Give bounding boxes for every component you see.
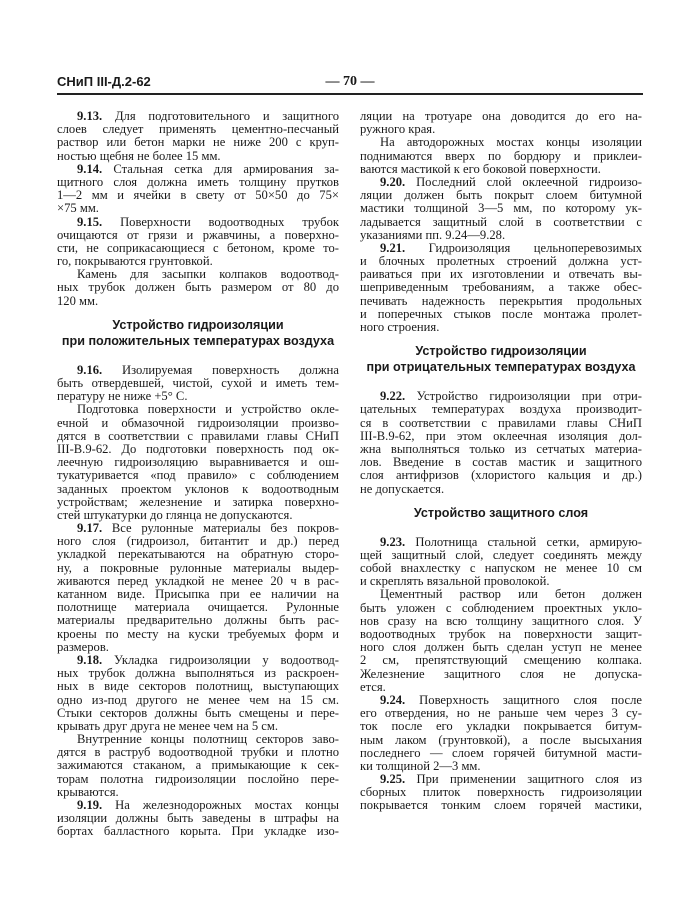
text-line: На автодорожных мостах концы изоляции bbox=[380, 136, 642, 150]
paragraph bbox=[360, 588, 642, 694]
text-line: ваются мастикой к его боковой поверхности. bbox=[360, 162, 601, 176]
clause-text: Для подготовительного и защитного bbox=[114, 110, 339, 123]
text-line bbox=[57, 216, 339, 229]
text-line bbox=[57, 654, 339, 667]
clause-paragraph bbox=[360, 694, 642, 773]
clause-number: 9.24. bbox=[380, 693, 406, 707]
text-line: крывать друг друга не менее чем на 5 см. bbox=[57, 719, 278, 733]
clause-paragraph bbox=[57, 216, 339, 269]
clause-text: Стальная сетка для армирования за- bbox=[113, 162, 339, 176]
text-line: ных трубок должна выполняться из раскроен- bbox=[57, 667, 339, 681]
text-line: Внутренние концы полотнищ секторов заво- bbox=[77, 733, 339, 747]
clause-number: 9.19. bbox=[77, 799, 103, 812]
text-line bbox=[360, 390, 642, 403]
text-line: го, покрываются грунтовкой. bbox=[57, 255, 213, 269]
text-line: не допускается. bbox=[360, 482, 445, 496]
text-line: III-В.9-62, при этом оклеечная изоляция дол- bbox=[360, 429, 642, 443]
text-line: тукатуривается «под правило» с соблюдением bbox=[57, 469, 339, 483]
text-line: быть уложен с соблюдением проектных укло- bbox=[360, 601, 642, 615]
text-line: ным лаком (грунтовкой), а после высыхания bbox=[360, 733, 642, 747]
clause-number: 9.14. bbox=[77, 162, 103, 176]
text-line: дятся в соответствии с правилами главы СНиП bbox=[57, 429, 339, 443]
text-line: слоев следует применять цементно-песчаный bbox=[57, 123, 339, 137]
clause-paragraph bbox=[360, 390, 642, 496]
clause-text: Последний слой оклеечной гидроизо- bbox=[416, 175, 642, 189]
clause-text: На железнодорожных мостах концы bbox=[115, 799, 339, 812]
heading-line: при положительных температурах воздуха bbox=[61, 333, 335, 348]
text-line: ного слоя (гидроизол, битантит и др.) перед bbox=[57, 535, 339, 549]
clause-paragraph bbox=[57, 163, 339, 216]
text-line: ечной и обмазочной гидроизоляции произво- bbox=[57, 416, 339, 430]
text-line bbox=[360, 694, 642, 707]
text-line: жна выполняться только из сетчатых материа- bbox=[360, 442, 642, 456]
clause-text: Поверхности водоотводных трубок bbox=[120, 215, 339, 229]
clause-number: 9.15. bbox=[77, 215, 103, 229]
text-line: и скреплять вязальной проволокой. bbox=[360, 575, 550, 589]
clause-paragraph bbox=[360, 242, 642, 334]
clause-paragraph bbox=[57, 364, 339, 404]
heading-line: Устройство защитного слоя bbox=[413, 505, 589, 520]
clause-paragraph bbox=[57, 522, 339, 654]
text-line: 2 см, препятствующий смещению колпака. bbox=[360, 654, 642, 668]
heading-line: Устройство гидроизоляции bbox=[415, 344, 587, 359]
text-line: заданных проектом уклонов к водоотводным bbox=[57, 482, 339, 496]
text-line: сборных плиток поверхность гидроизоляции bbox=[360, 786, 642, 800]
text-line bbox=[57, 364, 339, 377]
text-line: слоя антифризов (хлористого кальция и др.) bbox=[360, 469, 642, 483]
text-line bbox=[57, 163, 339, 176]
text-line: покрывается тонким слоем горячей мастики, bbox=[360, 799, 642, 813]
text-line: шеприведенным требованиям, а также обес- bbox=[360, 281, 642, 295]
text-line: ну, а покровные рулонные материалы выдер- bbox=[57, 561, 339, 575]
text-line: ностью щебня не более 15 мм. bbox=[57, 149, 221, 163]
clause-number: 9.13. bbox=[77, 110, 103, 123]
text-line: ладывается защитный слой в соответствии с bbox=[360, 215, 642, 229]
text-line: устройствам; железнение и затирка поверхно- bbox=[57, 495, 339, 509]
text-line: его отвердения, но не раньше чем через 3 су- bbox=[360, 707, 642, 721]
right-column bbox=[360, 110, 642, 813]
text-line: поднимаются вверх по бордюру и приклеи- bbox=[360, 149, 642, 163]
text-line: полотнище материала очищается. Рулонные bbox=[57, 601, 339, 615]
text-line: III-В.9-62. До подготовки поверхность под ок- bbox=[57, 442, 339, 456]
text-line: 120 мм. bbox=[57, 294, 99, 308]
text-line: печивать надежность перекрытия продольных bbox=[360, 294, 642, 308]
paragraph bbox=[360, 110, 642, 136]
text-line: крываются. bbox=[57, 785, 119, 799]
text-line: ки толщиной 2—3 мм. bbox=[360, 759, 481, 773]
text-line: торам полотна гидроизоляции послойно пере- bbox=[57, 772, 339, 786]
clause-text: Гидроизоляция цельноперевозимых bbox=[428, 241, 642, 255]
clause-text: Полотнища стальной сетки, армирую- bbox=[415, 535, 642, 549]
text-line: Подготовка поверхности и устройство окле- bbox=[77, 403, 339, 417]
text-line: раствор или бетон марки не ниже 200 с круп- bbox=[57, 136, 339, 150]
paragraph bbox=[57, 268, 339, 308]
text-line: собой внахлестку с напуском не менее 10 см bbox=[360, 562, 642, 576]
clause-paragraph bbox=[57, 799, 339, 839]
text-line bbox=[57, 110, 339, 123]
text-line: Камень для засыпки колпаков водоотвод- bbox=[77, 268, 339, 282]
clause-number: 9.21. bbox=[380, 241, 406, 255]
text-line: цательных температурах воздуха производит- bbox=[360, 403, 642, 417]
section-heading bbox=[360, 343, 642, 375]
text-line: быть отвердевшей, чистой, сухой и иметь тем- bbox=[57, 377, 339, 390]
clause-text: Все рулонные материалы без покров- bbox=[111, 522, 339, 536]
text-line: одно из-под другого не менее чем на 15 см. bbox=[57, 693, 339, 707]
clause-paragraph bbox=[360, 176, 642, 242]
text-line: леечную гидроизоляцию выравнивается и ош- bbox=[57, 456, 339, 470]
text-line: раиваться при их изготовлении и отвечать вы- bbox=[360, 268, 642, 282]
header-rule bbox=[57, 93, 643, 95]
text-line: водоотводных трубок на поверхности защит- bbox=[360, 628, 642, 641]
clause-paragraph bbox=[360, 773, 642, 813]
heading-line: при отрицательных температурах воздуха bbox=[366, 360, 636, 375]
clause-number: 9.25. bbox=[380, 773, 406, 787]
text-line: последнего — слоем горячей битумной масти- bbox=[360, 746, 642, 760]
text-line: ляции на тротуаре она доводится до его на- bbox=[360, 110, 642, 123]
text-line: кроены по месту на куски требуемых форм и bbox=[57, 627, 339, 641]
text-line: ется. bbox=[360, 680, 386, 694]
paragraph bbox=[57, 733, 339, 799]
text-line: ляции должен быть покрыт слоем битумной bbox=[360, 189, 642, 203]
text-line bbox=[360, 176, 642, 189]
clause-text: Укладка гидроизоляции у водоотвод- bbox=[114, 653, 339, 667]
text-line: ных в виде секторов полотнищ, выступающих bbox=[57, 680, 339, 694]
text-line: щитного слоя должна иметь толщину прутков bbox=[57, 175, 339, 189]
text-line: размеров. bbox=[57, 640, 109, 654]
text-line: указаниями пп. 9.24—9.28. bbox=[360, 228, 506, 242]
section-heading bbox=[360, 505, 642, 521]
text-line: укладкой перекатываются на обратную сторо- bbox=[57, 548, 339, 562]
text-line: очищаются от грязи и ржавчины, а поверхно- bbox=[57, 228, 339, 242]
clause-number: 9.16. bbox=[77, 363, 103, 377]
clause-number: 9.17. bbox=[77, 522, 103, 536]
text-line: пературу не ниже +5° С. bbox=[57, 390, 188, 404]
clause-paragraph bbox=[57, 654, 339, 733]
text-line: 1—2 мм и ячейки в свету от 50×50 до 75× bbox=[57, 189, 339, 203]
paragraph bbox=[57, 403, 339, 522]
text-line: живаются перед укладкой не менее 20 ч в рас- bbox=[57, 574, 339, 588]
clause-text: При применении защитного слоя из bbox=[416, 773, 642, 787]
section-heading bbox=[57, 317, 339, 349]
text-line bbox=[360, 773, 642, 786]
clause-text: Поверхность защитного слоя после bbox=[419, 693, 642, 707]
text-line: материалы предварительно должны быть рас- bbox=[57, 614, 339, 628]
clause-text: Устройство гидроизоляции при отри- bbox=[416, 390, 642, 404]
clause-paragraph bbox=[57, 110, 339, 163]
clause-number: 9.18. bbox=[77, 653, 103, 667]
text-line: Цементный раствор или бетон должен bbox=[380, 588, 642, 602]
text-line bbox=[57, 799, 339, 812]
text-line: ного строения. bbox=[360, 321, 440, 334]
text-line: стей штукатурки до глянца не допускаются. bbox=[57, 508, 293, 522]
text-line: катанном виде. Присыпка при ее наличии на bbox=[57, 588, 339, 601]
text-line: ных трубок должен быть размером от 80 до bbox=[57, 281, 339, 295]
text-line: сти, не соприкасающиеся с бетоном, кроме то- bbox=[57, 241, 339, 255]
clause-paragraph bbox=[360, 536, 642, 589]
text-line bbox=[360, 242, 642, 255]
text-line: изоляции должны быть заведены в штрафы на bbox=[57, 812, 339, 826]
text-line: щей защитный слой, следует соединять между bbox=[360, 548, 642, 562]
clause-number: 9.22. bbox=[380, 390, 406, 404]
text-line: ток после его укладки покрывается битум- bbox=[360, 720, 642, 734]
text-line: ружного края. bbox=[360, 123, 436, 137]
heading-line: Устройство гидроизоляции bbox=[112, 317, 284, 332]
text-line: мастики толщиной 3—5 мм, по которому ук- bbox=[360, 202, 642, 216]
document-code: СНиП III-Д.2-62 bbox=[57, 74, 151, 89]
text-line: Стыки секторов должны быть смещены и пере- bbox=[57, 706, 339, 720]
page-number: — 70 — bbox=[325, 74, 375, 89]
text-line: нов сразу на всю толщину защитного слоя. У bbox=[360, 614, 642, 628]
text-line: ного слоя должен быть сделан уступ не менее bbox=[360, 641, 642, 655]
left-column bbox=[57, 110, 339, 839]
text-line bbox=[57, 522, 339, 535]
clause-number: 9.23. bbox=[380, 535, 406, 549]
text-line: и блочных пролетных строений должна уст- bbox=[360, 255, 642, 269]
text-line: дятся в раструб водоотводной трубки и плотно bbox=[57, 746, 339, 760]
text-line: зажимаются стаканом, а примыкающие к сек- bbox=[57, 759, 339, 773]
text-line: ×75 мм. bbox=[57, 202, 99, 216]
text-line: бортах балластного корыта. При укладке изо- bbox=[57, 825, 339, 839]
paragraph bbox=[360, 136, 642, 176]
clause-text: Изолируемая поверхность должна bbox=[122, 363, 339, 377]
text-line: и поперечных стыков после монтажа пролет- bbox=[360, 307, 642, 321]
clause-number: 9.20. bbox=[380, 175, 406, 189]
text-line: Железнение защитного слоя не допуска- bbox=[360, 667, 642, 681]
text-line: ся в соответствии с правилами главы СНиП bbox=[360, 416, 642, 430]
text-line: лов. Введение в состав мастик и защитного bbox=[360, 456, 642, 470]
text-line bbox=[360, 536, 642, 549]
